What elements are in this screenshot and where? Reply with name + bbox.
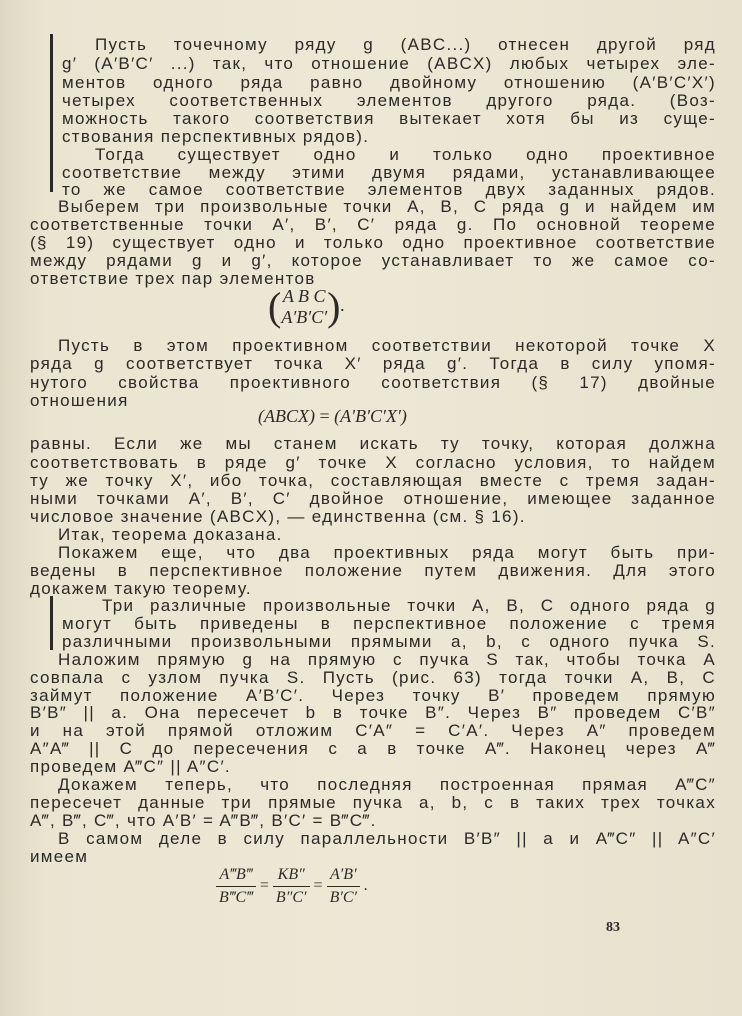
text-line: Пусть в этом проективном соответствии некоторой точке X (58, 336, 716, 355)
text-line: B′B″ || a. Она пересечет b в точке B″. Через B″ проведем C′B″ (30, 703, 716, 722)
right-paren: ) (327, 284, 341, 329)
formula-eq: = (319, 406, 330, 426)
text-line: могут быть приведены в перспективное положение с тремя (62, 614, 716, 633)
numerator: A′B′ (327, 866, 360, 887)
text-line: проведем A‴C″ || A″C′. (30, 757, 231, 776)
text-line: ведены в перспективное положение путем движения. Для этого (30, 561, 716, 580)
correspondence-matrix (268, 286, 345, 328)
text-line: ту же точку X′, ибо точка, составляющая вместе с тремя задан- (30, 471, 716, 490)
text-line: совпала с узлом пучка S. Пусть (рис. 63) тогда точки A, B, C (30, 668, 716, 687)
text-line: соответствовать в ряде g′ точке X согласно условия, то найдем (30, 453, 716, 472)
text-line: Выберем три произвольные точки A, B, C ряда g и найдем им (58, 197, 716, 216)
theorem-margin-bar (50, 596, 53, 650)
text-line: В самом деле в силу параллельности B′B″ || a и A‴C″ || A″C′ (58, 829, 716, 848)
text-line: числовое значение (ABCX), — единственна (см. § 16). (30, 507, 526, 526)
matrix-row-bottom: A′B′C′ (281, 307, 328, 327)
theorem-margin-bar (50, 34, 53, 192)
eq-sign: = (313, 877, 323, 895)
text-line: равны. Если же мы станем искать ту точку, которая должна (30, 434, 716, 453)
text-line: Докажем теперь, что последняя построенная прямая A‴C″ (58, 775, 716, 794)
fraction-3 (327, 866, 360, 907)
text-line: четырех соответственных элементов другого ряда. (Воз- (62, 91, 716, 110)
text-line: Пусть точечному ряду g (ABC...) отнесен другой ряд (95, 35, 716, 54)
numerator: A‴B‴ (216, 866, 256, 887)
text-line: Наложим прямую g на прямую c пучка S так, чтобы точка A (58, 650, 716, 669)
text-line: соответственные точки A′, B′, C′ ряда g. По основной теореме (30, 215, 716, 234)
formula-lhs: (ABCX) (258, 406, 315, 426)
text-line: докажем такую теорему. (30, 579, 252, 598)
matrix-period: . (340, 295, 345, 316)
text-line: g′ (A′B′C′ ...) так, что отношение (ABCX) любых четырех эле- (62, 54, 716, 73)
text-line: между рядами g и g′, которое устанавливает то же самое со- (30, 251, 716, 270)
text-line: то же самое соответствие элементов двух заданных рядов. (62, 180, 716, 199)
text-line: ными точками A′, B′, C′ двойное отношение, имеющее заданное (30, 489, 716, 508)
text-line: займут положение A′B′C′. Через точку B′ проведем прямую (30, 686, 716, 705)
fraction-1 (216, 866, 256, 907)
text-line: Три различные произвольные точки A, B, C одного ряда g (102, 596, 716, 615)
text-line: соответствие между этими двумя рядами, устанавливающее (62, 163, 716, 182)
text-line: A‴, B‴, C‴, что A′B′ = A‴B‴, B′C′ = B‴C‴. (30, 811, 377, 830)
text-line: Итак, теорема доказана. (58, 525, 283, 544)
left-paren: ( (268, 284, 282, 329)
cross-ratio-formula (258, 406, 407, 427)
text-line: ответствие трех пар элементов (30, 269, 316, 288)
eq-sign: = (259, 877, 269, 895)
text-line: ствования перспективных рядов). (62, 127, 370, 146)
text-line: пересечет данные три прямые пучка a, b, c в таких трех точках (30, 793, 716, 812)
text-line: A″A‴ || C до пересечения с a в точке A‴. Наконец через A‴ (30, 739, 716, 758)
text-line: (§ 19) существует одно и только одно проективное соответствие (30, 233, 716, 252)
text-line: можность такого соответствия вытекает хотя бы из суще- (62, 109, 716, 128)
text-line: Тогда существует одно и только одно проективное (95, 145, 716, 164)
numerator: KB″ (273, 866, 310, 887)
formula-rhs: (A′B′C′X′) (334, 406, 407, 426)
text-line: ментов одного ряда равно двойному отношению (A′B′C′X′) (62, 73, 716, 92)
formula-period: . (364, 877, 369, 895)
text-line: и на этой прямой отложим C′A″ = C′A′. Через A″ проведем (30, 721, 716, 740)
page-number: 83 (606, 920, 620, 935)
fraction-2 (273, 866, 310, 907)
text-line: имеем (30, 847, 89, 866)
text-line: нутого свойства проективного соответствия (§ 17) двойные (30, 373, 716, 392)
denominator: B″C′ (275, 889, 307, 906)
matrix-row-top: A B C (282, 286, 326, 306)
text-line: ряда g соответствует точка X′ ряда g′. Тогда в силу упомя- (30, 354, 716, 373)
text-line: отношения (30, 391, 129, 410)
text-line: Покажем еще, что два проективных ряда могут быть при- (58, 543, 716, 562)
text-line: различными произвольными прямыми a, b, c одного пучка S. (62, 632, 716, 651)
denominator: B‴C‴ (219, 889, 253, 906)
denominator: B′C′ (329, 889, 358, 906)
ratio-formula (212, 866, 368, 907)
